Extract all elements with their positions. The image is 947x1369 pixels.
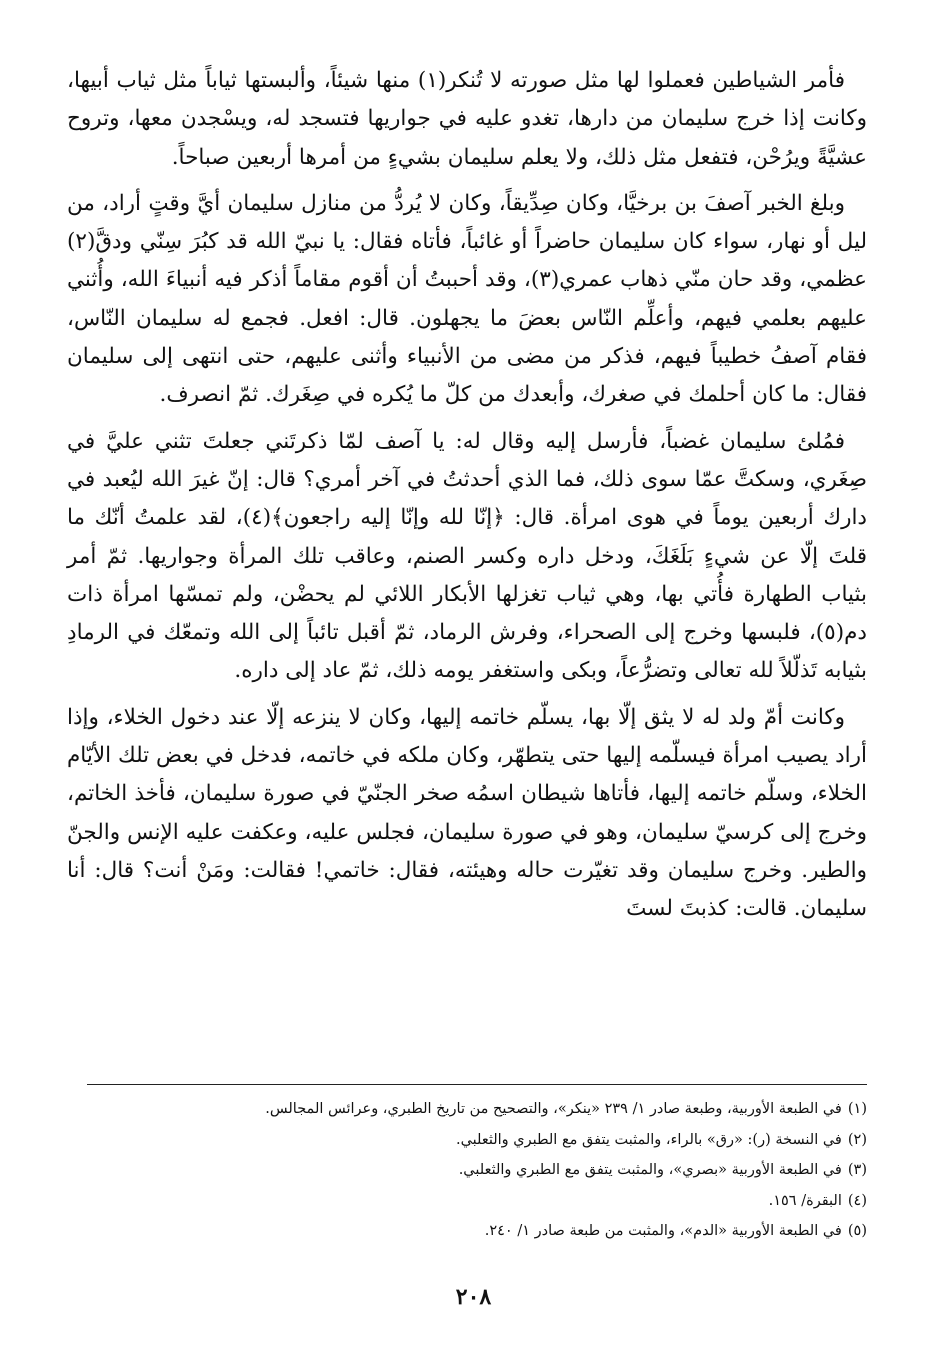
footnote-4 xyxy=(77,1186,867,1217)
paragraph-4: وكانت أمّ ولد له لا يثق إلّا بها، يسلّم خاتمه إليها، وكان لا ينزعه إلّا عند دخول الخلاء، وإذا أراد يصيب امرأة فيسلّمه إليها حتى يتطهّر، وكان ملكه في خاتمه، فدخل في بعض تلك الأيّام الخلاء، وسلّم خاتمه إليها، فأتاها شيطان اسمُه صخر الجنّيّ في صورة سليمان، فأخذ الخاتم، وخرج إلى كرسيّ سليمان، وهو في صورة سليمان، فجلس عليه، وعكفت عليه الإنس والجنّ والطير. وخرج سليمان وقد تغيّرت حاله وهيئته، فقال: خاتمي! فقالت: ومَنْ أنت؟ قال: أنا سليمان. قالت: كذبتَ لستَ xyxy=(67,704,867,922)
footnote-text: البقرة/ ١٥٦. xyxy=(768,1192,842,1209)
footnote-divider xyxy=(87,1084,867,1085)
footnote-text: في الطبعة الأوربية «بصري»، والمثبت يتفق مع الطبري والثعلبي. xyxy=(458,1162,842,1178)
footnote-number: (١) xyxy=(847,1101,867,1117)
footnote-1 xyxy=(77,1094,867,1125)
paragraph-3: فمُلئ سليمان غضباً، فأرسل إليه وقال له: يا آصف لمّا ذكرتَني جعلتَ تثني عليَّ في صِغَري، وسكتَّ عمّا سوى ذلك، فما الذي أحدثتُ في آخر أمري؟ قال: إنّ غيرَ الله ليُعبد في دارك أربعين يوماً في هوى امرأة. قال: ﴿إنّا لله وإنّا إليه راجعون﴾(٤)، لقد علمتُ أنّك ما قلتَ إلّا عن شيءٍ بَلَغَكَ، ودخل داره وكسر الصنم، وعاقب تلك المرأة وجواريها. ثمّ أمر بثياب الطهارة فأُتي بها، وهي ثياب تغزلها الأبكار اللائي لم يحضْن، ولم تمسّها امرأة ذات دم(٥)، فلبسها وخرج إلى الصحراء، وفرش الرماد، ثمّ أقبل تائباً إلى الله وتمعّك في الرمادِ بثيابه تَذلّلاً لله تعالى وتضرُّعاً، وبكى واستغفر يومه ذلك، ثمّ عاد إلى داره. xyxy=(67,428,867,684)
page-number: ٢٠٨ xyxy=(455,1284,492,1310)
footnotes xyxy=(77,1094,867,1247)
paragraph-1: فأمر الشياطين فعملوا لها مثل صورته لا تُنكر(١) منها شيئاً، وألبستها ثياباً مثل ثياب أبيها، وكانت إذا خرج سليمان من دارها، تغدو عليه في جواريها فتسجد له، ويسْجدن معها، وتروح عشيَّةً ويرُحْن، فتفعل مثل ذلك، ولا يعلم سليمان بشيءٍ من أمرها أربعين صباحاً. xyxy=(67,68,867,170)
footnote-number: (٥) xyxy=(847,1223,867,1239)
footnote-text: في الطبعة الأوربية «الدم»، والمثبت من طبعة صادر ١/ ٢٤٠. xyxy=(484,1223,842,1239)
footnote-5 xyxy=(77,1216,867,1247)
paragraph-2: وبلغ الخبر آصفَ بن برخيَّا، وكان صِدِّيقاً، وكان لا يُردُّ من منازل سليمان أيَّ وقتٍ أراد، من ليل أو نهار، سواء كان سليمان حاضراً أو غائباً، فأتاه فقال: يا نبيّ الله قد كبُرَ سِنّي ودقَّ(٢) عظمي، وقد حان منّي ذهاب عمري(٣)، وقد أحببتُ أن أقوم مقاماً أذكر فيه أنبياءَ الله، وأُثني عليهم بعلمي فيهم، وأعلِّم النّاس بعضَ ما يجهلون. قال: افعل. فجمع له سليمان النّاس، فقام آصفُ خطيباً فيهم، فذكر من مضى من الأنبياء وأثنى عليهم، حتى انتهى إلى سليمان فقال: ما كان أحلمك في صغرك، وأبعدك من كلّ ما يُكره في صِغَرك. ثمّ انصرف. xyxy=(67,190,868,408)
main-text xyxy=(67,62,867,937)
footnote-text: في الطبعة الأوربية، وطبعة صادر ١/ ٢٣٩ «ينكر»، والتصحيح من تاريخ الطبري، وعرائس المجالس. xyxy=(265,1101,842,1117)
footnote-number: (٢) xyxy=(847,1131,867,1148)
footnote-2 xyxy=(77,1125,867,1156)
footnote-3 xyxy=(77,1155,867,1186)
footnote-number: (٤) xyxy=(847,1192,867,1209)
footnote-text: في النسخة (ر): «رق» بالراء، والمثبت يتفق مع الطبري والثعلبي. xyxy=(455,1131,842,1148)
footnote-number: (٣) xyxy=(847,1162,867,1178)
